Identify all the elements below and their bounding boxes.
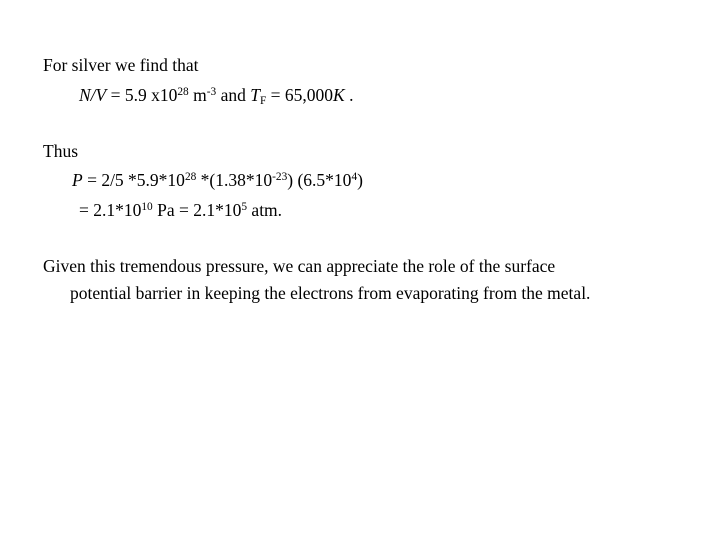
subscript: F: [259, 95, 267, 108]
eq-text: = 2.1*10: [79, 200, 142, 220]
intro-line: For silver we find that: [43, 55, 199, 75]
eq-text: ) (6.5*10: [287, 170, 352, 190]
eq-text: atm.: [247, 200, 283, 220]
exponent: 28: [177, 85, 189, 98]
eq-text: = 65,000: [266, 85, 334, 105]
exponent: -23: [272, 170, 288, 183]
density-temperature-equation: [79, 85, 354, 108]
pressure-result: [79, 202, 282, 220]
eq-text: m: [188, 85, 207, 105]
exponent: 5: [241, 200, 248, 213]
thus-line: Thus: [43, 141, 78, 161]
exponent: 28: [184, 170, 197, 183]
nv-symbol: N/V: [79, 85, 107, 105]
eq-text: Pa = 2.1*10: [152, 200, 242, 220]
exponent: 4: [351, 170, 358, 183]
tf-symbol: T: [250, 85, 260, 105]
kelvin-symbol: K: [333, 85, 345, 105]
exponent: -3: [206, 85, 217, 98]
eq-text: = 5.9 x10: [106, 85, 178, 105]
eq-text: and: [216, 85, 251, 105]
eq-text: *(1.38*10: [196, 170, 273, 190]
eq-text: .: [344, 85, 354, 105]
conclusion-line-1: Given this tremendous pressure, we can appreciate the role of the surface: [43, 256, 556, 276]
exponent: 10: [141, 200, 153, 213]
conclusion-line-2: potential barrier in keeping the electrons from evaporating from the metal.: [70, 283, 591, 303]
eq-text: ): [357, 170, 363, 190]
eq-text: = 2/5 *5.9*10: [82, 170, 185, 190]
p-symbol: P: [72, 170, 83, 190]
pressure-equation: [72, 172, 363, 190]
